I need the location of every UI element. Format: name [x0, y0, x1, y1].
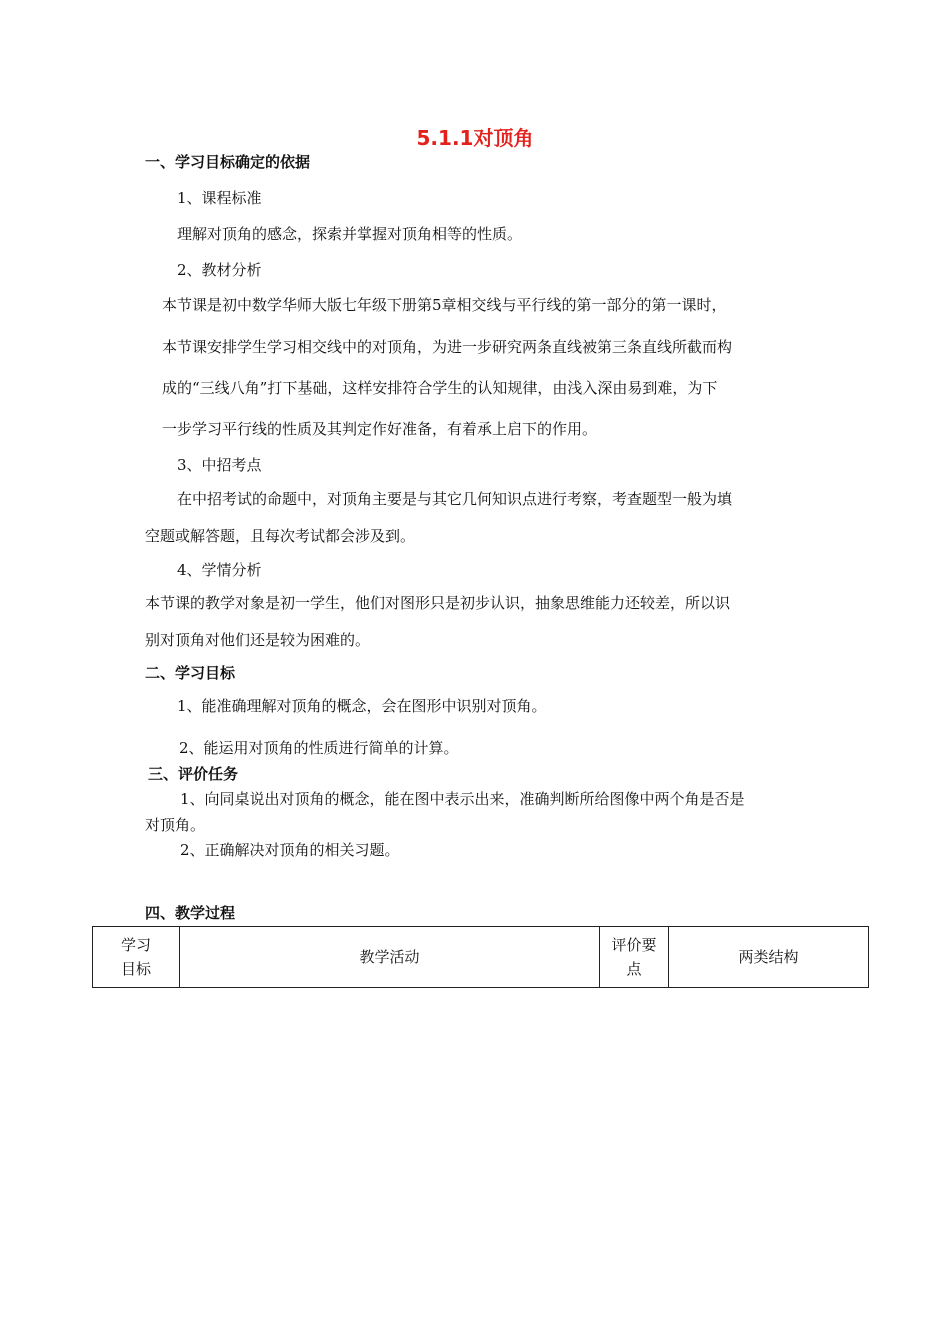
header-text-line: 教学活动: [359, 948, 420, 966]
list-item: 2、能运用对顶角的性质进行简单的计算。: [179, 739, 459, 757]
section-3-heading: 三、评价任务: [148, 765, 239, 783]
paragraph-line: 成的“三线八角”打下基础，这样安排符合学生的认知规律，由浅入深由易到难，为下: [162, 379, 718, 397]
subheading-student-analysis: 4、学情分析: [177, 561, 262, 579]
header-text-line: 评价要: [611, 936, 657, 954]
section-4-heading: 四、教学过程: [145, 904, 236, 922]
header-two-structures: [669, 927, 869, 988]
subheading-exam-points: 3、中招考点: [177, 456, 262, 474]
paragraph-line: 在中招考试的命题中，对顶角主要是与其它几何知识点进行考察，考查题型一般为填: [177, 490, 733, 508]
header-learning-goal: [93, 927, 180, 988]
paragraph-line: 本节课安排学生学习相交线中的对顶角，为进一步研究两条直线被第三条直线所截而构: [162, 338, 733, 356]
list-item: 1、能准确理解对顶角的概念，会在图形中识别对顶角。: [177, 697, 547, 715]
paragraph-line: 本节课是初中数学华师大版七年级下册第5章相交线与平行线的第一部分的第一课时，: [162, 296, 727, 314]
section-1-heading: 一、学习目标确定的依据: [145, 153, 311, 171]
teaching-process-table: [92, 926, 869, 988]
page-title: 5.1.1对顶角: [416, 126, 534, 150]
subheading-curriculum-standard: 1、课程标准: [177, 189, 262, 207]
header-text-line: 学习: [120, 936, 151, 954]
header-evaluation-points: [600, 927, 669, 988]
list-item: 对顶角。: [145, 816, 206, 834]
header-text-line: 两类结构: [738, 948, 799, 966]
paragraph-line: 空题或解答题，且每次考试都会涉及到。: [145, 527, 416, 545]
list-item: 2、正确解决对顶角的相关习题。: [180, 841, 400, 859]
header-teaching-activity: [180, 927, 600, 988]
paragraph-line: 一步学习平行线的性质及其判定作好准备，有着承上启下的作用。: [162, 420, 598, 438]
list-item: 1、向同桌说出对顶角的概念，能在图中表示出来，准确判断所给图像中两个角是否是: [180, 790, 745, 808]
section-2-heading: 二、学习目标: [145, 664, 236, 682]
subheading-textbook-analysis: 2、教材分析: [177, 261, 262, 279]
paragraph-line: 别对顶角对他们还是较为困难的。: [145, 631, 371, 649]
header-text-line: 点: [626, 960, 642, 978]
table-header-row: [93, 927, 869, 988]
paragraph-line: 本节课的教学对象是初一学生，他们对图形只是初步认识，抽象思维能力还较差，所以识: [145, 594, 731, 612]
paragraph-curriculum-standard: 理解对顶角的感念，探索并掌握对顶角相等的性质。: [177, 225, 523, 243]
header-text-line: 目标: [120, 960, 151, 978]
